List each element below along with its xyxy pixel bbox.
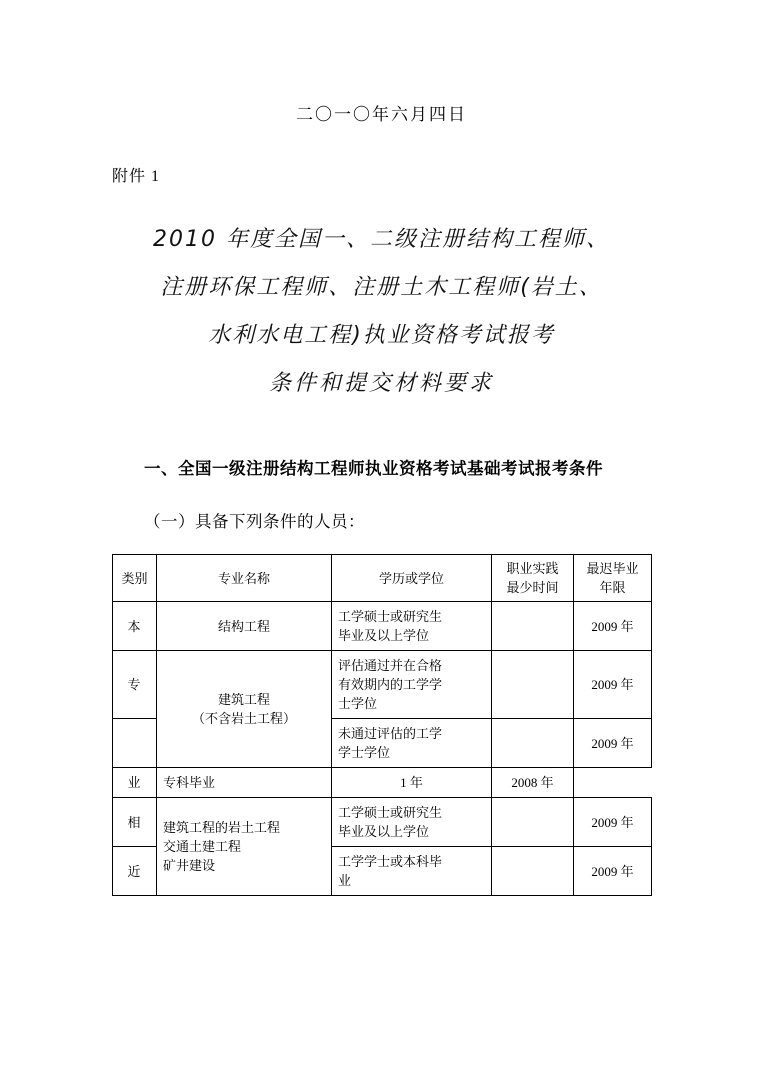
row5-degree	[332, 798, 492, 847]
row6-category: 近	[113, 847, 157, 896]
row2-degree-line3: 士学位	[338, 696, 378, 711]
document-title	[112, 186, 651, 408]
table-row	[113, 768, 652, 798]
row3-deadline: 2009 年	[574, 719, 652, 768]
row2-degree-line2: 有效期内的工学学	[338, 677, 443, 692]
row5-category: 相	[113, 798, 157, 847]
row3-degree	[332, 719, 492, 768]
row1-degree-line1: 工学硕士或研究生	[338, 609, 443, 624]
row2-degree-line1: 评估通过并在合格	[338, 658, 443, 673]
row3-practice	[492, 719, 574, 768]
row1-practice	[492, 602, 574, 651]
row2-major-line2: （不含岩土工程）	[191, 711, 296, 726]
row2-deadline: 2009 年	[574, 651, 652, 719]
row4-deadline: 2008 年	[492, 768, 574, 798]
row2-major-line1: 建筑工程	[217, 692, 270, 707]
row1-category: 本	[113, 602, 157, 651]
row3-category	[113, 719, 157, 768]
row5-major-line3: 矿井建设	[163, 858, 216, 873]
header-degree: 学历或学位	[332, 555, 492, 602]
row5-practice	[492, 798, 574, 847]
table-row	[113, 798, 652, 847]
row2-practice	[492, 651, 574, 719]
row1-major: 结构工程	[157, 602, 332, 651]
table-row	[113, 651, 652, 719]
row5-major	[157, 798, 332, 896]
row5-deadline: 2009 年	[574, 798, 652, 847]
section-heading: 一、全国一级注册结构工程师执业资格考试基础考试报考条件	[144, 459, 603, 478]
row2-degree	[332, 651, 492, 719]
row3-degree-line2: 学士学位	[338, 745, 391, 760]
header-deadline	[574, 555, 652, 602]
header-deadline-line2: 年限	[599, 580, 626, 595]
requirements-table	[112, 554, 652, 896]
row1-deadline: 2009 年	[574, 602, 652, 651]
row5-major-line1: 建筑工程的岩土工程	[163, 820, 281, 835]
title-line-3: 水利水电工程)执业资格考试报考	[208, 323, 555, 348]
header-practice-line2: 最少时间	[506, 580, 559, 595]
header-deadline-line1: 最迟毕业	[586, 561, 639, 576]
row5-degree-line1: 工学硕士或研究生	[338, 805, 443, 820]
row6-degree-line2: 业	[338, 873, 352, 888]
row6-degree-line1: 工学学士或本科毕	[338, 854, 443, 869]
header-practice	[492, 555, 574, 602]
row6-degree	[332, 847, 492, 896]
row2-category: 专	[113, 651, 157, 719]
row1-degree-line2: 毕业及以上学位	[338, 628, 430, 643]
row4-category: 业	[113, 768, 157, 798]
title-line-4: 条件和提交材料要求	[268, 371, 494, 396]
row5-degree-line2: 毕业及以上学位	[338, 824, 430, 839]
row6-deadline: 2009 年	[574, 847, 652, 896]
row6-practice	[492, 847, 574, 896]
row3-degree-line1: 未通过评估的工学	[338, 726, 443, 741]
title-line-1: 2010 年度全国一、二级注册结构工程师、	[153, 227, 610, 252]
table-header-row	[113, 555, 652, 602]
header-practice-line1: 职业实践	[506, 561, 559, 576]
row1-degree	[332, 602, 492, 651]
title-line-2: 注册环保工程师、注册土木工程师(岩土、	[160, 275, 603, 300]
sub-heading: （一）具备下列条件的人员：	[144, 512, 365, 531]
row4-practice: 1 年	[332, 768, 492, 798]
attachment-label: 附件 1	[112, 168, 161, 185]
table-row	[113, 602, 652, 651]
header-major: 专业名称	[157, 555, 332, 602]
row5-major-line2: 交通土建工程	[163, 839, 242, 854]
date-line: 二〇一〇年六月四日	[296, 105, 467, 124]
header-category: 类别	[113, 555, 157, 602]
row4-degree: 专科毕业	[157, 768, 332, 798]
row2-major	[157, 651, 332, 768]
